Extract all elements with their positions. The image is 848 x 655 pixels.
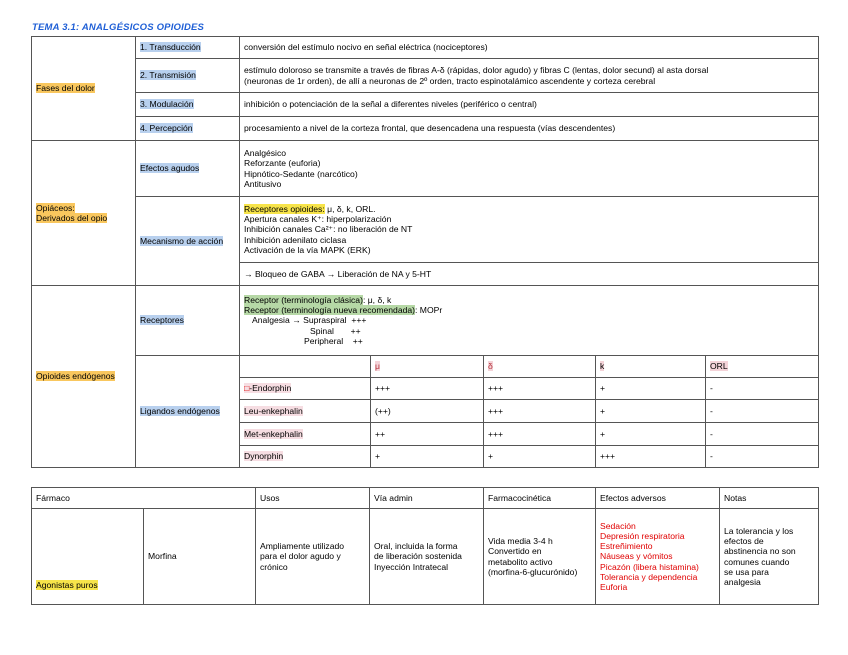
phase-desc: procesamiento a nivel de la corteza frontal, que desencadena una respuesta (vías descendentes) bbox=[240, 117, 819, 141]
ligand-value: - bbox=[706, 400, 819, 423]
ligand-name: Leu-enkephalin bbox=[240, 400, 371, 423]
receptores-label: Receptores bbox=[136, 286, 240, 356]
ligand-value: + bbox=[484, 446, 596, 468]
phase-desc: conversión del estímulo nocivo en señal eléctrica (nociceptores) bbox=[240, 37, 819, 59]
drug-table bbox=[31, 487, 819, 605]
drug-usos: Ampliamente utilizado para el dolor agudo y crónico bbox=[256, 509, 370, 605]
ligand-name: Dynorphin bbox=[240, 446, 371, 468]
section-label-endogenos: Opioides endógenos bbox=[32, 286, 136, 468]
drug-group: Agonistas puros bbox=[32, 509, 144, 605]
ligand-value: +++ bbox=[596, 446, 706, 468]
drug-adversos: Sedación Depresión respiratoria Estreñimiento Náuseas y vómitos Picazón (libera histamina) Tolerancia y dependencia Euforia bbox=[596, 509, 720, 605]
page-title: TEMA 3.1: ANALGÉSICOS OPIOIDES bbox=[32, 22, 205, 33]
phase-name: 2. Transmisión bbox=[136, 59, 240, 93]
ligandos-header: μ bbox=[371, 356, 484, 378]
ligandos-label: Ligandos endógenos bbox=[136, 356, 240, 468]
section-label-opiaceos: Opiáceos: Derivados del opio bbox=[32, 141, 136, 286]
ligand-value: - bbox=[706, 423, 819, 446]
ligand-name: □-Endorphin bbox=[240, 378, 371, 400]
ligand-name: Met-enkephalin bbox=[240, 423, 371, 446]
efectos-agudos-label: Efectos agudos bbox=[136, 141, 240, 197]
ligand-value: ++ bbox=[371, 423, 484, 446]
ligand-value: +++ bbox=[484, 400, 596, 423]
ligand-value: +++ bbox=[484, 423, 596, 446]
drug-via: Oral, incluida la forma de liberación sostenida Inyección Intratecal bbox=[370, 509, 484, 605]
col-header: Vía admin bbox=[370, 488, 484, 509]
mecanismo-result: → Bloqueo de GABA → Liberación de NA y 5-HT bbox=[240, 263, 819, 286]
phases-table bbox=[31, 36, 819, 468]
phase-name: 3. Modulación bbox=[136, 93, 240, 117]
drug-name: Morfina bbox=[144, 509, 256, 605]
ligand-value: - bbox=[706, 446, 819, 468]
ligand-value: + bbox=[596, 423, 706, 446]
phase-name: 1. Transducción bbox=[136, 37, 240, 59]
phase-desc: inhibición o potenciación de la señal a diferentes niveles (periférico o central) bbox=[240, 93, 819, 117]
drug-notas: La tolerancia y los efectos de abstinencia no son comunes cuando se usa para analgesia bbox=[720, 509, 819, 605]
mecanismo-list: Receptores opioides: μ, δ, k, ORL. Apertura canales K⁺: hiperpolarización Inhibición canales Ca²⁺: no liberación de NT Inhibición adenilato ciclasa Activación de la vía MAPK (ERK) bbox=[240, 197, 819, 263]
ligand-value: + bbox=[596, 400, 706, 423]
drug-pk: Vida media 3-4 h Convertido en metabolito activo (morfina-6-glucurónido) bbox=[484, 509, 596, 605]
col-header: Notas bbox=[720, 488, 819, 509]
receptores-info: Receptor (terminología clásica): μ, δ, k Receptor (terminología nueva recomendada): MOPr Analgesia → Supraspiral +++ Spinal ++ Peripheral ++ bbox=[240, 286, 819, 356]
col-header: Efectos adversos bbox=[596, 488, 720, 509]
efectos-agudos-list: Analgésico Reforzante (euforia) Hipnótico-Sedante (narcótico) Antitusivo bbox=[240, 141, 819, 197]
ligand-value: + bbox=[596, 378, 706, 400]
mecanismo-label: Mecanismo de acción bbox=[136, 197, 240, 286]
ligand-value: - bbox=[706, 378, 819, 400]
section-label-fases: Fases del dolor bbox=[32, 37, 136, 141]
ligandos-header: k bbox=[596, 356, 706, 378]
col-header: Fármaco bbox=[32, 488, 256, 509]
ligand-value: +++ bbox=[484, 378, 596, 400]
col-header: Farmacocinética bbox=[484, 488, 596, 509]
phase-desc: estímulo doloroso se transmite a través de fibras A-δ (rápidas, dolor agudo) y fibras C (lentas, dolor secund) al asta dorsal (neuronas de 1r orden), de allí a neuronas de 2º orden, tracto espinotalámico ascendente y corteza cerebral bbox=[240, 59, 819, 93]
col-header: Usos bbox=[256, 488, 370, 509]
ligand-value: +++ bbox=[371, 378, 484, 400]
phase-name: 4. Percepción bbox=[136, 117, 240, 141]
ligandos-header: ORL bbox=[706, 356, 819, 378]
ligandos-header: δ bbox=[484, 356, 596, 378]
ligandos-header-blank bbox=[240, 356, 371, 378]
ligand-value: + bbox=[371, 446, 484, 468]
ligand-value: (++) bbox=[371, 400, 484, 423]
